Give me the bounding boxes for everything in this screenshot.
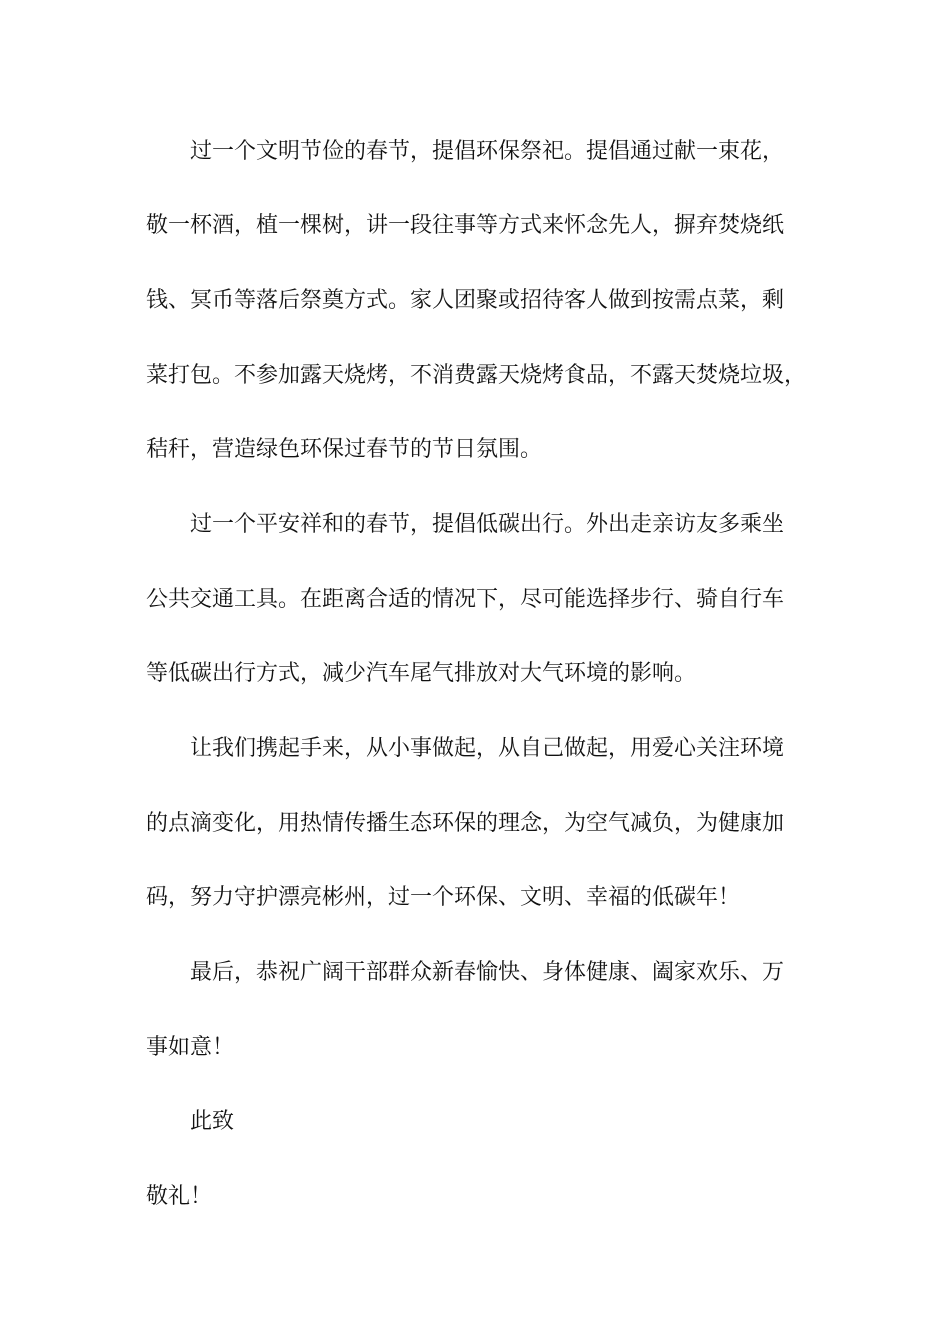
paragraph-3-line-2: 的点滴变化，用热情传播生态环保的理念，为空气减负，为健康加 bbox=[146, 811, 785, 836]
paragraph-1-line-4: 菜打包。不参加露天烧烤，不消费露天烧烤食品，不露天焚烧垃圾， bbox=[146, 363, 807, 388]
paragraph-2-line-3: 等低碳出行方式，减少汽车尾气排放对大气环境的影响。 bbox=[146, 661, 697, 686]
paragraph-2-line-1: 过一个平安祥和的春节，提倡低碳出行。外出走亲访友多乘坐 bbox=[190, 512, 785, 537]
paragraph-4-line-2: 事如意！ bbox=[146, 1035, 235, 1060]
paragraph-1-line-2: 敬一杯酒，植一棵树，讲一段往事等方式来怀念先人，摒弃焚烧纸 bbox=[146, 213, 785, 238]
paragraph-3-line-3: 码，努力守护漂亮彬州，过一个环保、文明、幸福的低碳年！ bbox=[146, 885, 741, 910]
paragraph-1-line-1: 过一个文明节俭的春节，提倡环保祭祀。提倡通过献一束花， bbox=[190, 139, 785, 164]
paragraph-3-line-1: 让我们携起手来，从小事做起，从自己做起，用爱心关注环境 bbox=[190, 736, 785, 761]
paragraph-2-line-2: 公共交通工具。在距离合适的情况下，尽可能选择步行、骑自行车 bbox=[146, 587, 785, 612]
closing-salutation: 此致 bbox=[190, 1109, 235, 1134]
closing-regards: 敬礼！ bbox=[146, 1184, 213, 1209]
paragraph-1-line-3: 钱、冥币等落后祭奠方式。家人团聚或招待客人做到按需点菜，剩 bbox=[146, 288, 785, 313]
paragraph-1-line-5: 秸秆，营造绿色环保过春节的节日氛围。 bbox=[146, 437, 543, 462]
paragraph-4-line-1: 最后，恭祝广阔干部群众新春愉快、身体健康、阖家欢乐、万 bbox=[190, 960, 785, 985]
